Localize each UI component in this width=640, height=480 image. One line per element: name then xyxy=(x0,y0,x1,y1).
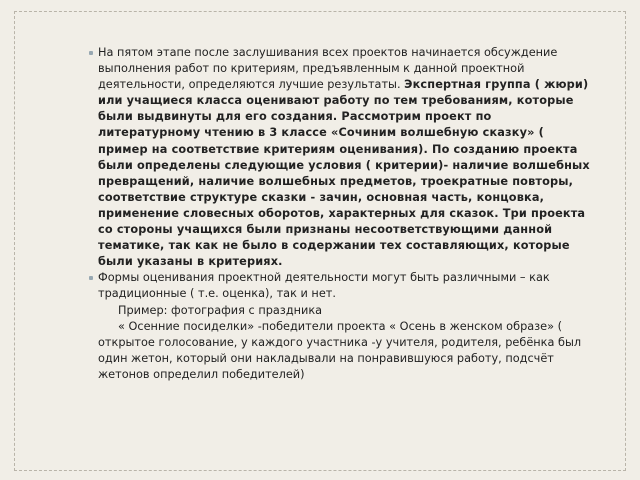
bullet-square-icon xyxy=(89,51,93,55)
bullet-text-bold: Экспертная группа ( жюри) или учащиеся класса оценивают работу по тем требованиям, которые были выдвинуты для его создания. Рассмотрим проект по литературному чтению в 3 классе «Сочиним волшебную сказку» ( пример на соответствие критериям оценивания). По созданию проекта были определены следующие условия ( критерии)- наличие волшебных превращений, наличие волшебных предметов, троекратные повторы, соответствие структуре сказки - зачин, основная часть, концовка, применение словесных оборотов, характерных для сказок. Три проекта со стороны учащихся были признаны несоответствующими данной тематике, так как не было в содержании тех составляющих, которые были указаны в критериях. xyxy=(98,78,590,269)
stitch-border-left xyxy=(14,11,15,471)
stitch-border-bottom xyxy=(14,470,626,471)
bullet-text-normal: Формы оценивания проектной деятельности могут быть различными – как традиционные ( т.е. оценка), так и нет. xyxy=(98,271,550,301)
bullet-square-icon xyxy=(89,276,93,280)
winners-paragraph: « Осенние посиделки» -победители проекта « Осень в женском образе» ( открытое голосование, у каждого участника -у учителя, родителя, ребёнка был один жетон, который они накладывали на понравившуюся работу, подсчёт жетонов определил победителей) xyxy=(98,319,582,381)
stitch-border-right xyxy=(625,11,626,471)
bullet-text-normal: На пятом этапе после заслушивания всех проектов начинается обсуждение выполнения работ по критериям, предъявленным к данной проектной деятельности, определяются лучшие результаты. xyxy=(98,46,558,92)
stitch-border-top xyxy=(14,11,626,12)
example-paragraph: Пример: фотография с праздника xyxy=(118,303,323,317)
bullet-item-evaluation-forms xyxy=(92,270,592,302)
slide-content xyxy=(92,45,592,383)
bullet-item-stage-five xyxy=(92,45,592,270)
